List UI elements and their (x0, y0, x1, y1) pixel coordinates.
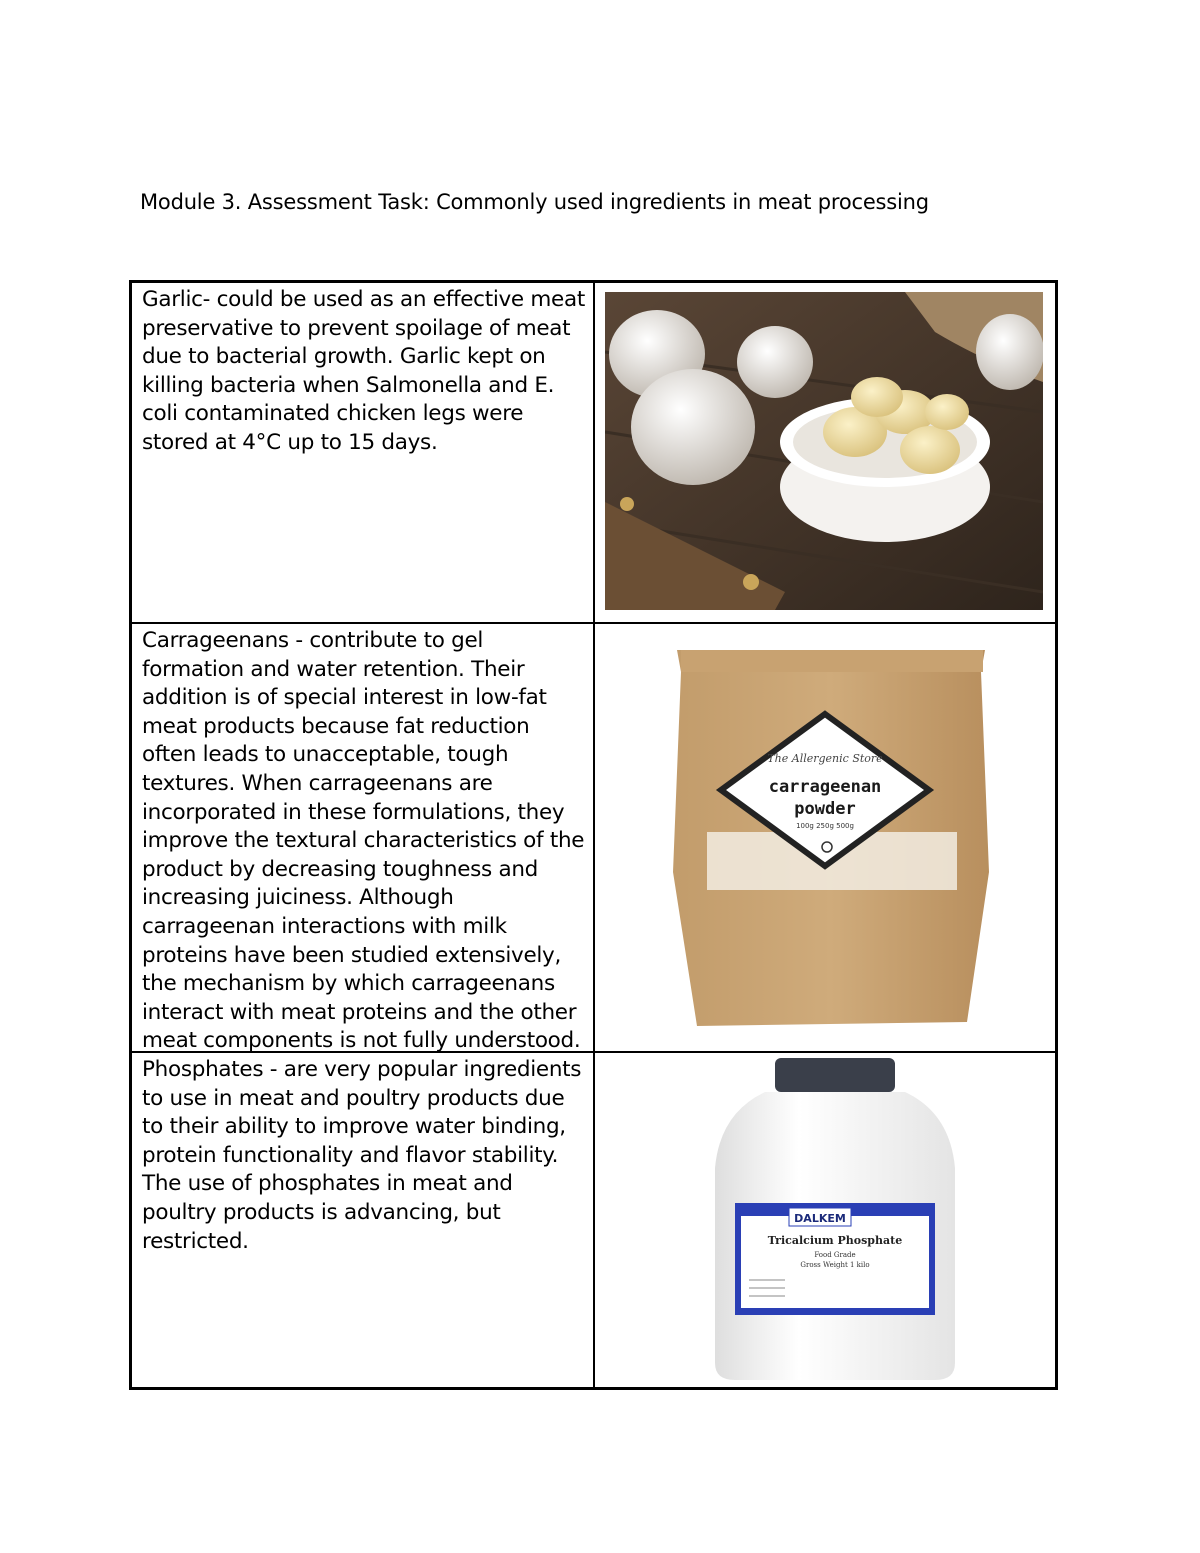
garlic-image-cell (595, 283, 1055, 622)
phosphate-jar-photo-icon (705, 1058, 965, 1383)
phosphates-description: Phosphates - are very popular ingredients to use in meat and poultry products due to their ability to improve water binding, protein functionality and flavor stability. The use of phosphates in meat and poultry products is advancing, but restricted. (132, 1053, 595, 1387)
carrageenan-pouch-photo-icon (667, 642, 993, 1028)
phosphate-image-cell (595, 1053, 1055, 1387)
jar-brand: DALKEM (794, 1212, 846, 1225)
pouch-sizes: 100g 250g 500g (796, 822, 854, 830)
carrageenans-description: Carrageenans - contribute to gel formation and water retention. Their addition is of special interest in low-fat meat products because fat reduction often leads to unacceptable, tough textures. When carrageenans are incorporated in these formulations, they improve the textural characteristics of the product by decreasing toughness and increasing juiciness. Although carrageenan interactions with milk proteins have been studied extensively, the mechanism by which carrageenans interact with meat proteins and the other meat components is not fully understood. (132, 624, 595, 1051)
garlic-photo-icon (605, 292, 1043, 610)
jar-product: Tricalcium Phosphate (767, 1234, 903, 1247)
jar-grade: Food Grade (814, 1251, 856, 1259)
pouch-label-line1: carrageenan (768, 777, 882, 797)
table-row (132, 283, 1055, 624)
table-row (132, 624, 1055, 1053)
pouch-label-line2: powder (794, 799, 856, 819)
garlic-description: Garlic- could be used as an effective meat preservative to prevent spoilage of meat due to bacterial growth. Garlic kept on killing bacteria when Salmonella and E. coli contaminated chicken legs were stored at 4°C up to 15 days. (132, 283, 595, 622)
ingredients-table (129, 280, 1058, 1390)
jar-weight: Gross Weight 1 kilo (800, 1261, 870, 1269)
page-title: Module 3. Assessment Task: Commonly used ingredients in meat processing (140, 190, 929, 214)
carrageenan-image-cell (595, 624, 1055, 1051)
pouch-brand: The Allergenic Store (767, 752, 883, 765)
table-row (132, 1053, 1055, 1387)
